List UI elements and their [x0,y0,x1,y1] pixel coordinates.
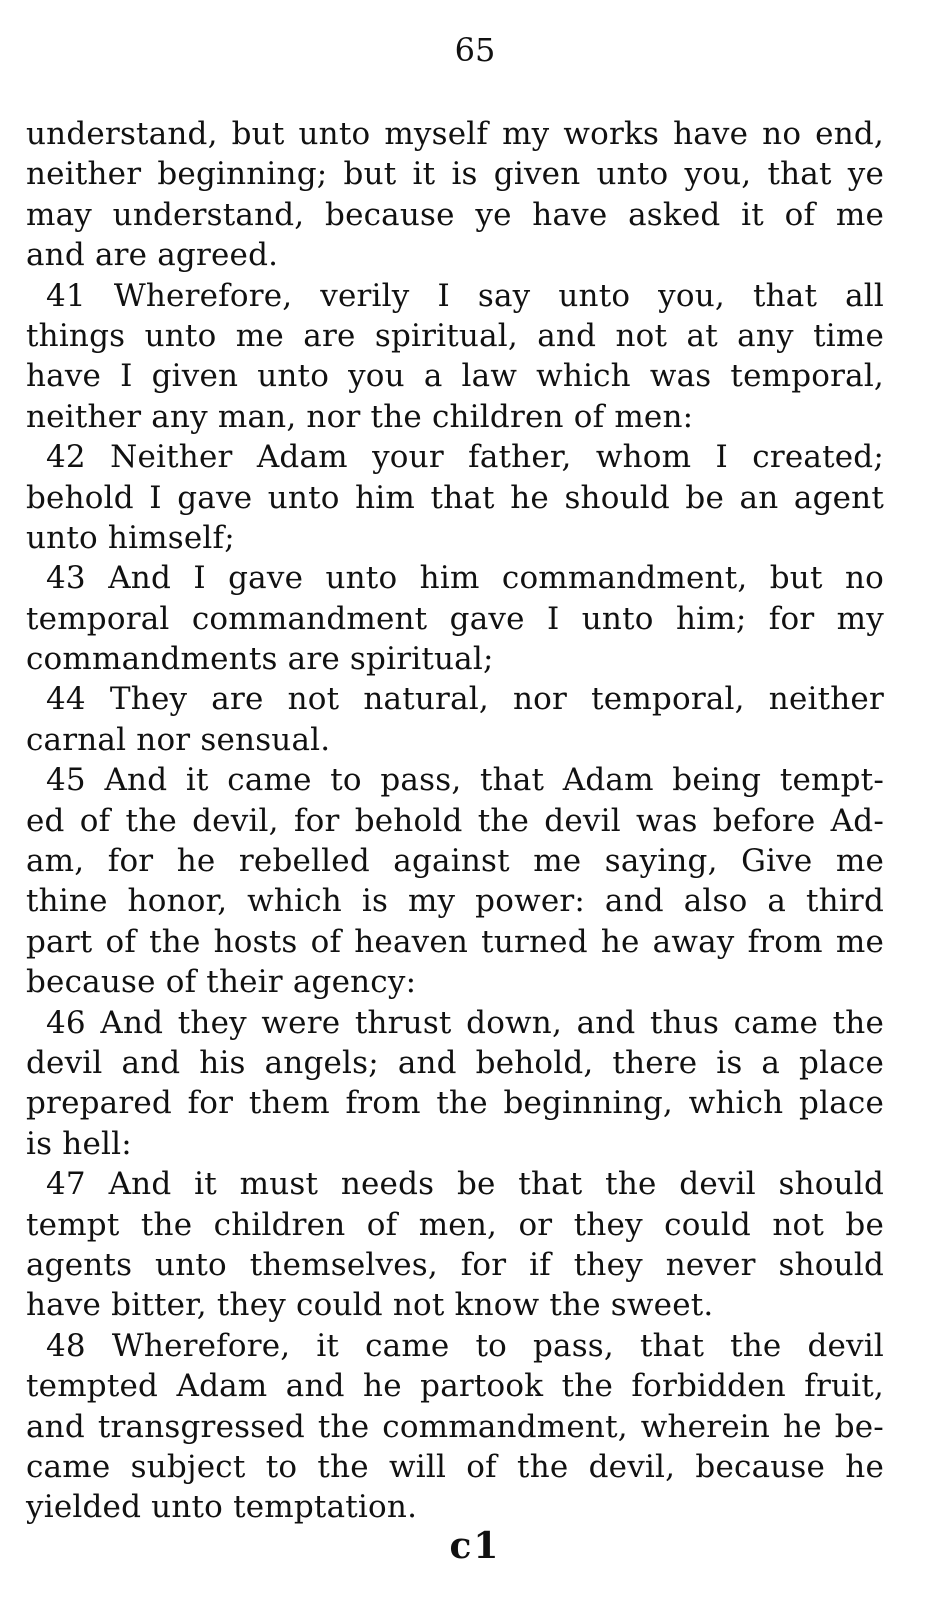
text-line: things unto me are spiritual, and not at any time [26,317,884,354]
text-line: 48 Wherefore, it came to pass, that the devil [46,1327,884,1364]
text-line: tempted Adam and he partook the forbidden fruit, [26,1368,884,1405]
text-line: devil and his angels; and behold, there is a place [26,1044,884,1081]
text-line: 44 They are not natural, nor temporal, neither [46,681,884,718]
text-line: and are agreed. [26,237,279,274]
text-line: temporal commandment gave I unto him; for my [26,600,884,637]
text-line: yielded unto temptation. [26,1489,418,1526]
text-line: came subject to the will of the devil, because he [26,1448,884,1485]
text-line: unto himself; [26,519,235,556]
text-line: agents unto themselves, for if they never should [26,1246,884,1283]
text-line: neither any man, nor the children of men: [26,398,694,435]
text-line: tempt the children of men, or they could not be [26,1206,884,1243]
text-line: understand, but unto myself my works have no end, [26,116,884,152]
text-line: 41 Wherefore, verily I say unto you, that all [46,277,884,314]
text-line: behold I gave unto him that he should be an agent [26,479,884,516]
text-line: 43 And I gave unto him commandment, but no [46,560,884,597]
text-line: 42 Neither Adam your father, whom I created; [46,439,884,476]
page-text [26,114,884,1528]
text-line: 47 And it must needs be that the devil should [46,1166,884,1203]
text-line: because of their agency: [26,964,417,1001]
text-line: may understand, because ye have asked it of me [26,196,884,233]
text-line: and transgressed the commandment, wherein he be- [26,1408,884,1445]
text-line: is hell: [26,1125,132,1162]
text-line: am, for he rebelled against me saying, Give me [26,843,884,880]
text-line: have bitter, they could not know the sweet. [26,1287,714,1324]
text-line: neither beginning; but it is given unto you, that ye [26,156,884,193]
text-line: thine honor, which is my power: and also a third [26,883,884,920]
signature-mark: c1 [449,1525,501,1567]
text-line: 45 And it came to pass, that Adam being tempt- [46,762,884,799]
text-line: part of the hosts of heaven turned he away from me [26,923,884,960]
text-line: commandments are spiritual; [26,641,494,678]
text-line: have I given unto you a law which was temporal, [26,358,884,395]
text-line: 46 And they were thrust down, and thus came the [46,1004,884,1041]
text-line: ed of the devil, for behold the devil was before Ad- [26,802,884,839]
text-line: prepared for them from the beginning, which place [26,1085,884,1122]
text-line: carnal nor sensual. [26,721,331,758]
page-number: 65 [454,31,496,69]
